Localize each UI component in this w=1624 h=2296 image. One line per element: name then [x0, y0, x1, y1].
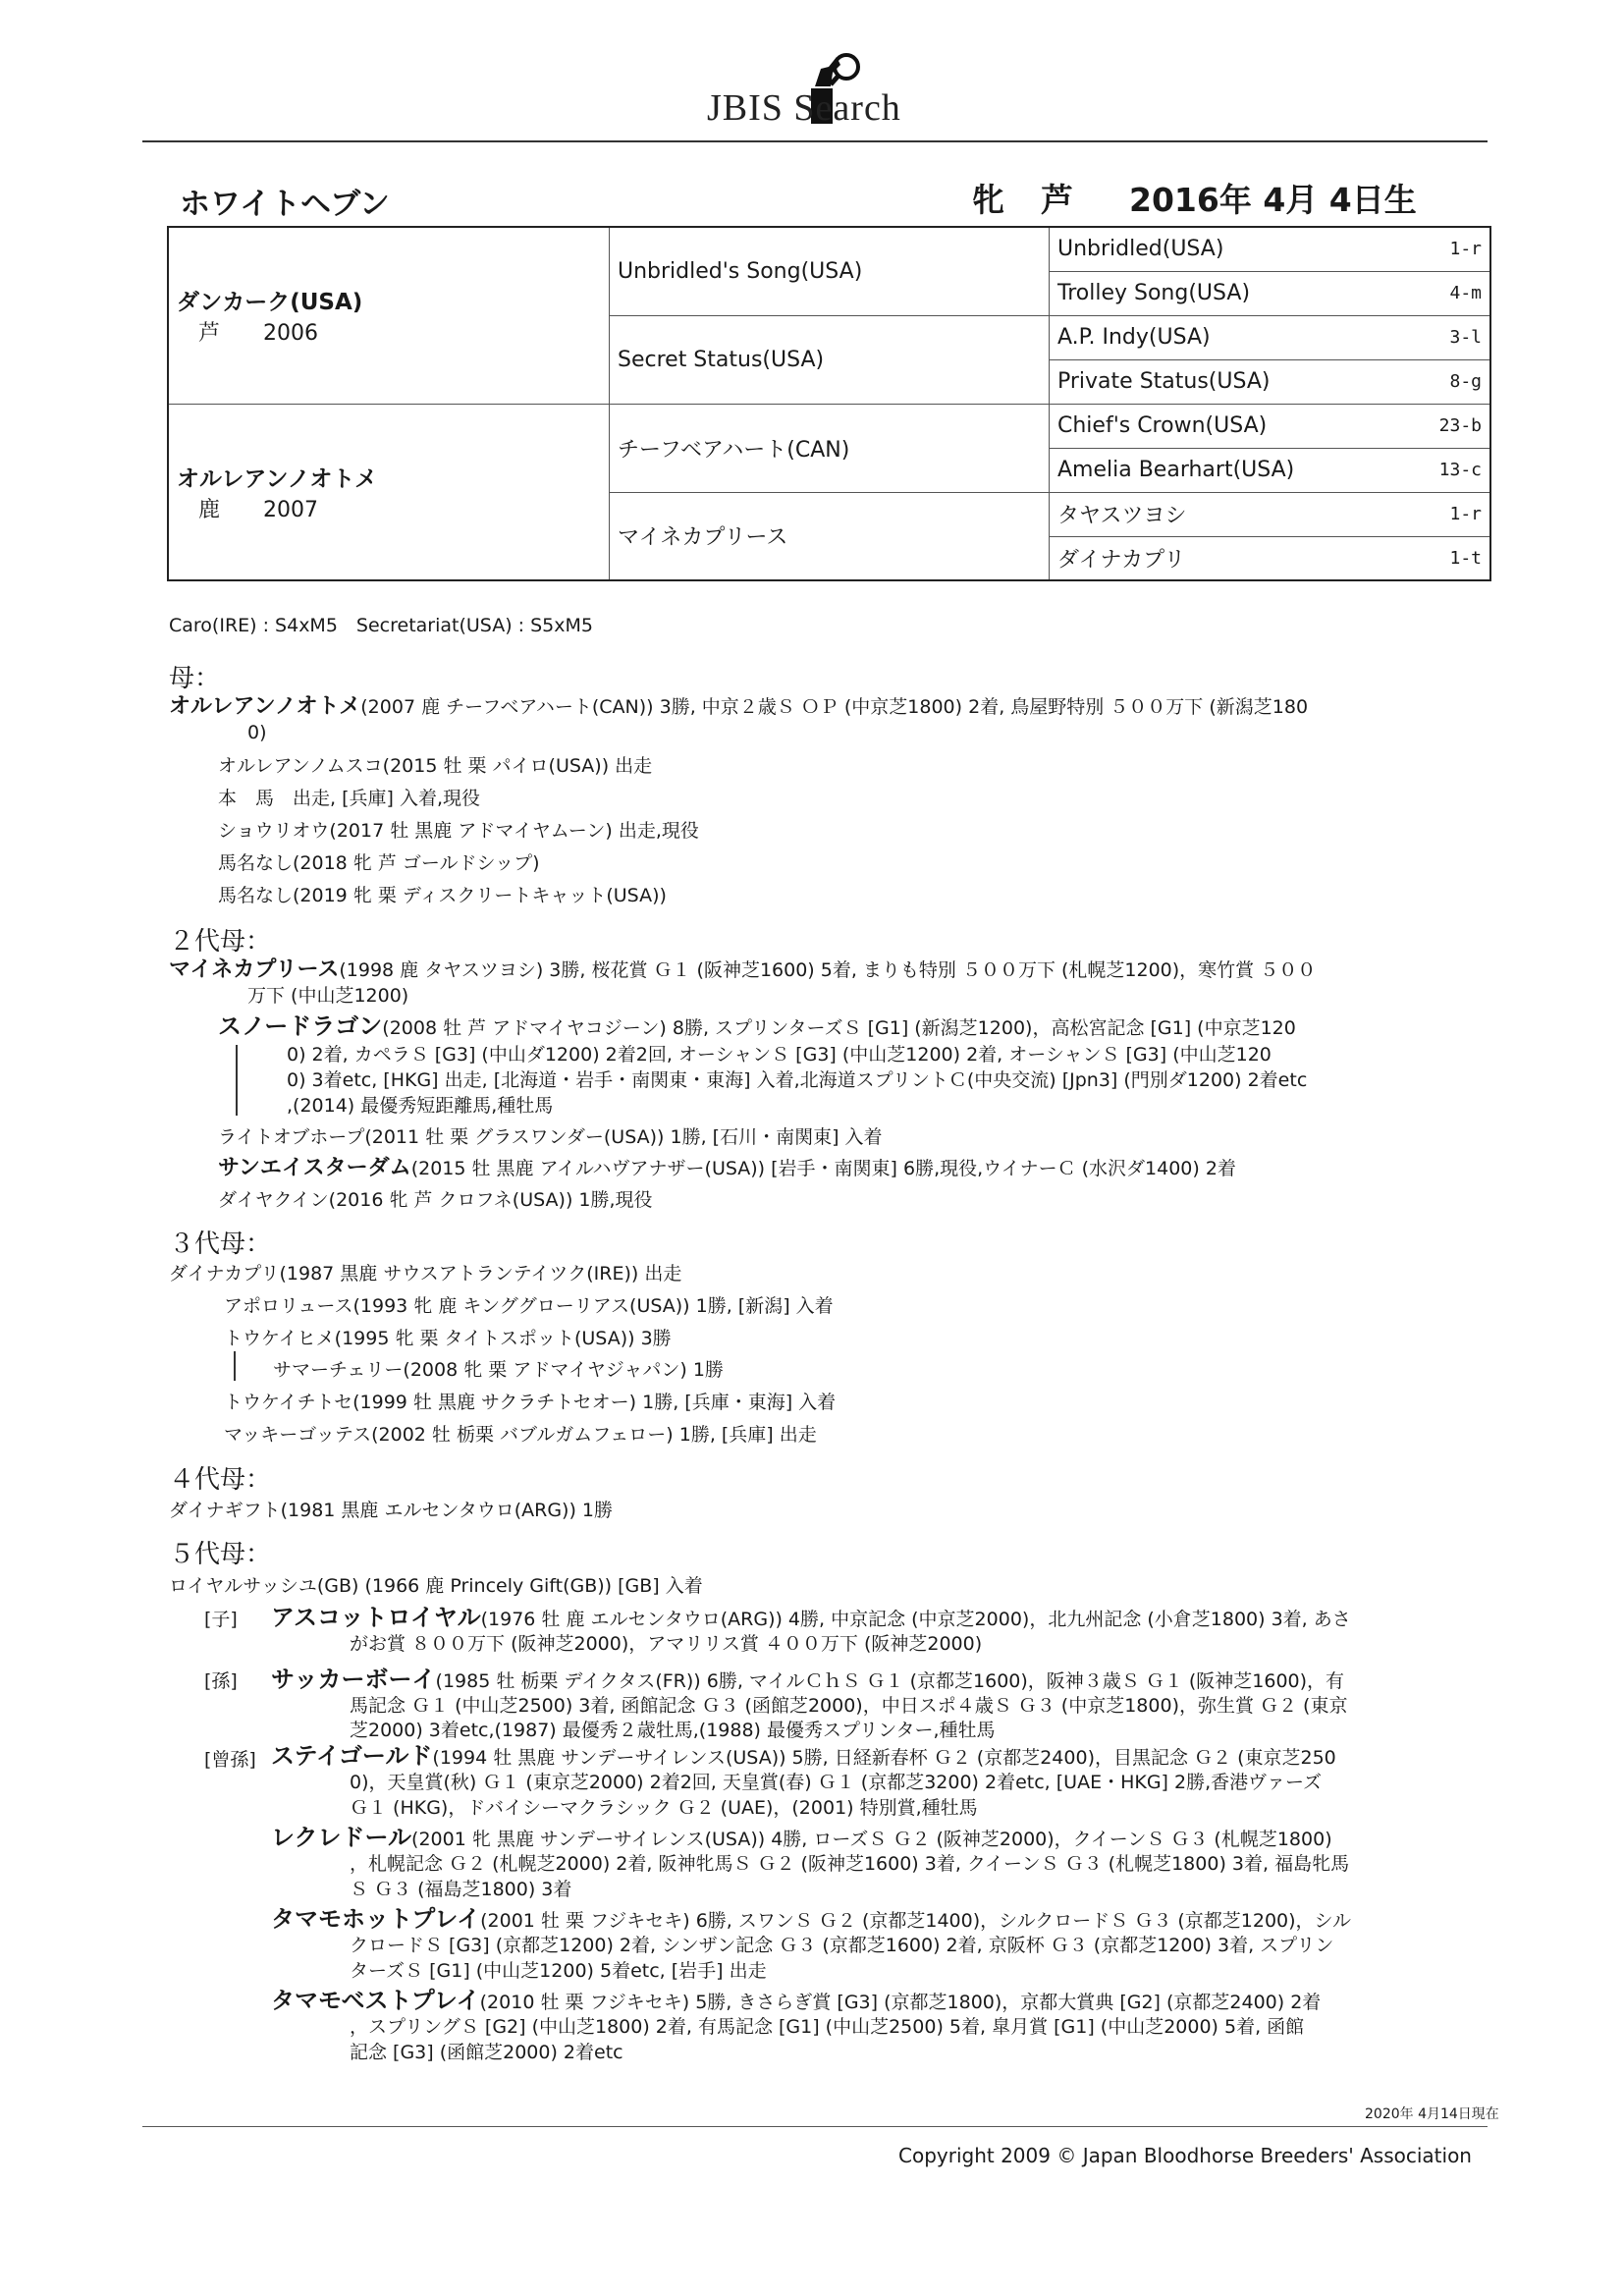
dam-entry-cont: 0)	[247, 722, 267, 743]
descendant-entry: サッカーボーイ(1985 牡 栃栗 デイクタス(FR)) 6勝, マイルＣｈＳ Ｇ１ (京都芝1600)，阪神３歳Ｓ Ｇ１ (阪神芝1600)，有	[271, 1666, 1345, 1693]
second-dam-entry: マイネカプリース(1998 鹿 タヤスツヨシ) 3勝, 桜花賞 Ｇ１ (阪神芝1600) 5着, まりも特別 ５００万下 (札幌芝1200)，寒竹賞 ５００	[169, 957, 1317, 982]
tree-line	[234, 1351, 236, 1381]
descendant-entry-cont: 記念 [G3] (函館芝2000) 2着etc	[350, 2042, 623, 2063]
section-fifth-dam: ５代母：	[169, 1540, 272, 1569]
second-dam-offspring-cont: 0) 2着, カペラＳ [G3] (中山ダ1200) 2着2回, オーシャンＳ [G3] (中山芝1200) 2着, オーシャンＳ [G3] (中山芝120	[287, 1044, 1272, 1066]
fifth-dam-entry: ロイヤルサッシユ(GB) (1966 鹿 Princely Gift(GB)) [GB] 入着	[169, 1575, 703, 1597]
jbis-search-logo	[687, 49, 962, 142]
section-dam: 母：	[169, 664, 221, 693]
third-dam-grand-offspring: サマーチェリー(2008 牝 栗 アドマイヤジャパン) 1勝	[273, 1359, 724, 1381]
section-third-dam: ３代母：	[169, 1230, 272, 1259]
horse-birth-date: 2016年 4月 4日生	[1129, 181, 1417, 219]
descendant-entry: レクレドール(2001 牝 黒鹿 サンデーサイレンス(USA)) 4勝, ローズＳ Ｇ２ (阪神芝2000)，クイーンＳ Ｇ３ (札幌芝1800)	[271, 1824, 1332, 1851]
sire-cell	[168, 227, 610, 404]
descendant-entry-cont: ターズＳ [G1] (中山芝1200) 5着etc, [岩手] 出走	[350, 1960, 767, 1982]
dam-dam: マイネカプリース	[610, 492, 1050, 580]
dam-entry: オルレアンノオトメ(2007 鹿 チーフベアハート(CAN)) 3勝, 中京２歳Ｓ ＯＰ (中京芝1800) 2着, 鳥屋野特別 ５００万下 (新潟芝180	[169, 694, 1309, 719]
tree-line	[236, 1045, 238, 1116]
second-dam-offspring-cont: ,(2014) 最優秀短距離馬,種牡馬	[287, 1095, 554, 1117]
dam-offspring: オルレアンノムスコ(2015 牡 栗 パイロ(USA)) 出走	[218, 755, 653, 777]
section-second-dam: ２代母：	[169, 927, 272, 957]
as-of-date: 2020年 4月14日現在	[1365, 2106, 1499, 2122]
dam-info: 鹿 2007	[198, 497, 319, 522]
sire-info: 芦 2006	[198, 321, 319, 347]
second-dam-offspring: サンエイスターダム(2015 牡 黒鹿 アイルハヴアナザー(USA)) [岩手・南関東] 6勝,現役,ウイナーＣ (水沢ダ1400) 2着	[218, 1156, 1236, 1180]
gen3-2: Trolley Song(USA) 4-m	[1050, 271, 1491, 315]
sire-sire: Unbridled's Song(USA)	[610, 227, 1050, 315]
descendant-entry-cont: 馬記念 Ｇ１ (中山芝2500) 3着, 函館記念 Ｇ３ (函館芝2000)，中日スポ４歳Ｓ Ｇ３ (中京芝1800)，弥生賞 Ｇ２ (東京	[350, 1695, 1348, 1717]
horse-sex: 牝	[972, 181, 1004, 219]
third-dam-offspring: トウケイヒメ(1995 牝 栗 タイトスポット(USA)) 3勝	[224, 1328, 672, 1349]
descendant-entry: ステイゴールド(1994 牡 黒鹿 サンデーサイレンス(USA)) 5勝, 日経新春杯 Ｇ２ (京都芝2400)，目黒記念 Ｇ２ (東京芝250	[271, 1742, 1336, 1770]
inbreeding-note: Caro(IRE) : S4xM5 Secretariat(USA) : S5xM5	[169, 615, 593, 636]
descendant-entry: タマモホットプレイ(2001 牡 栗 フジキセキ) 6勝, スワンＳ Ｇ２ (京都芝1400)，シルクロードＳ Ｇ３ (京都芝1200)，シル	[271, 1905, 1352, 1933]
section-fourth-dam: ４代母：	[169, 1465, 272, 1495]
gen3-8: ダイナカプリ 1-t	[1050, 536, 1491, 580]
descendant-entry: タマモベストプレイ(2010 牡 栗 フジキセキ) 5勝, きさらぎ賞 [G3] (京都芝1800)，京都大賞典 [G2] (京都芝2400) 2着	[271, 1987, 1322, 2014]
dam-name: オルレアンノオトメ	[177, 465, 378, 492]
second-dam-offspring: ダイヤクイン(2016 牝 芦 クロフネ(USA)) 1勝,現役	[218, 1189, 653, 1211]
descendant-entry-cont: 0)，天皇賞(秋) Ｇ１ (東京芝2000) 2着2回, 天皇賞(春) Ｇ１ (京都芝3200) 2着etc, [UAE・HKG] 2勝,香港ヴァーズ	[350, 1772, 1322, 1793]
gen3-1: Unbridled(USA) 1-r	[1050, 227, 1491, 271]
descendant-entry-cont: ，スプリングＳ [G2] (中山芝1800) 2着, 有馬記念 [G1] (中山芝2500) 5着, 皐月賞 [G1] (中山芝2000) 5着, 函館	[350, 2016, 1305, 2038]
descendant-entry-cont: 芝2000) 3着etc,(1987) 最優秀２歳牡馬,(1988) 最優秀スプリンター,種牡馬	[350, 1720, 996, 1741]
sire-name: ダンカーク(USA)	[177, 290, 363, 316]
dam-offspring: 馬名なし(2018 牝 芦 ゴールドシップ)	[218, 852, 540, 874]
descendant-entry-cont: ，札幌記念 Ｇ２ (札幌芝2000) 2着, 阪神牝馬Ｓ Ｇ２ (阪神芝1600) 3着, クイーンＳ Ｇ３ (札幌芝1800) 3着, 福島牝馬	[350, 1853, 1350, 1875]
third-dam-offspring: アポロリュース(1993 牝 鹿 キンググローリアス(USA)) 1勝, [新潟] 入着	[224, 1295, 834, 1317]
third-dam-offspring: トウケイチトセ(1999 牡 黒鹿 サクラチトセオー) 1勝, [兵庫・東海] 入着	[224, 1392, 837, 1413]
horse-coat: 芦	[1041, 181, 1073, 219]
third-dam-entry: ダイナカプリ(1987 黒鹿 サウスアトランテイツク(IRE)) 出走	[169, 1263, 682, 1285]
descendant-entry-cont: クロードＳ [G3] (京都芝1200) 2着, シンザン記念 Ｇ３ (京都芝1600) 2着, 京阪杯 Ｇ３ (京都芝1200) 3着, スプリン	[350, 1935, 1334, 1956]
fourth-dam-entry: ダイナギフト(1981 黒鹿 エルセンタウロ(ARG)) 1勝	[169, 1500, 613, 1521]
second-dam-offspring-cont: 0) 3着etc, [HKG] 出走, [北海道・岩手・南関東・東海] 入着,北海道スプリントＣ(中央交流) [Jpn3] (門別ダ1200) 2着etc	[287, 1069, 1308, 1091]
gen3-6: Amelia Bearhart(USA) 13-c	[1050, 448, 1491, 492]
gen3-4: Private Status(USA) 8-g	[1050, 359, 1491, 404]
descendant-entry-cont: Ｇ１ (HKG)，ドバイシーマクラシック Ｇ２ (UAE)，(2001) 特別賞,種牡馬	[350, 1797, 978, 1819]
relation-tag: [曾孫]	[204, 1749, 256, 1771]
gen3-5: Chief's Crown(USA) 23-b	[1050, 404, 1491, 448]
descendant-entry: アスコットロイヤル(1976 牡 鹿 エルセンタウロ(ARG)) 4勝, 中京記念 (中京芝2000)，北九州記念 (小倉芝1800) 3着, あさ	[271, 1604, 1351, 1631]
dam-sire: チーフベアハート(CAN)	[610, 404, 1050, 492]
descendant-entry-cont: がお賞 ８００万下 (阪神芝2000)，アマリリス賞 ４００万下 (阪神芝2000)	[350, 1633, 983, 1655]
pedigree-table	[167, 226, 1491, 581]
second-dam-offspring: スノードラゴン(2008 牡 芦 アドマイヤコジーン) 8勝, スプリンターズＳ [G1] (新潟芝1200)，高松宮記念 [G1] (中京芝120	[218, 1012, 1296, 1040]
header-rule	[142, 140, 1488, 142]
dam-cell	[168, 404, 610, 580]
horse-name: ホワイトヘブン	[180, 187, 390, 222]
gen3-3: A.P. Indy(USA) 3-l	[1050, 315, 1491, 359]
dam-offspring: 馬名なし(2019 牝 栗 ディスクリートキャット(USA))	[218, 885, 667, 906]
second-dam-entry-cont: 万下 (中山芝1200)	[247, 985, 409, 1007]
gen3-7: タヤスツヨシ 1-r	[1050, 492, 1491, 536]
third-dam-offspring: マッキーゴッテス(2002 牡 栃栗 バブルガムフェロー) 1勝, [兵庫] 出走	[224, 1424, 817, 1446]
logo-text: JBIS Search	[707, 87, 901, 129]
copyright: Copyright 2009 © Japan Bloodhorse Breeders' Association	[898, 2144, 1472, 2167]
dam-offspring: 本 馬 出走, [兵庫] 入着,現役	[218, 788, 480, 809]
relation-tag: [孫]	[204, 1670, 238, 1692]
relation-tag: [子]	[204, 1609, 238, 1630]
dam-offspring: ショウリオウ(2017 牡 黒鹿 アドマイヤムーン) 出走,現役	[218, 820, 699, 842]
descendant-entry-cont: Ｓ Ｇ３ (福島芝1800) 3着	[350, 1879, 572, 1900]
sire-dam: Secret Status(USA)	[610, 315, 1050, 404]
second-dam-offspring: ライトオブホープ(2011 牡 栗 グラスワンダー(USA)) 1勝, [石川・南関東] 入着	[218, 1126, 883, 1148]
footer-rule	[142, 2126, 1488, 2127]
